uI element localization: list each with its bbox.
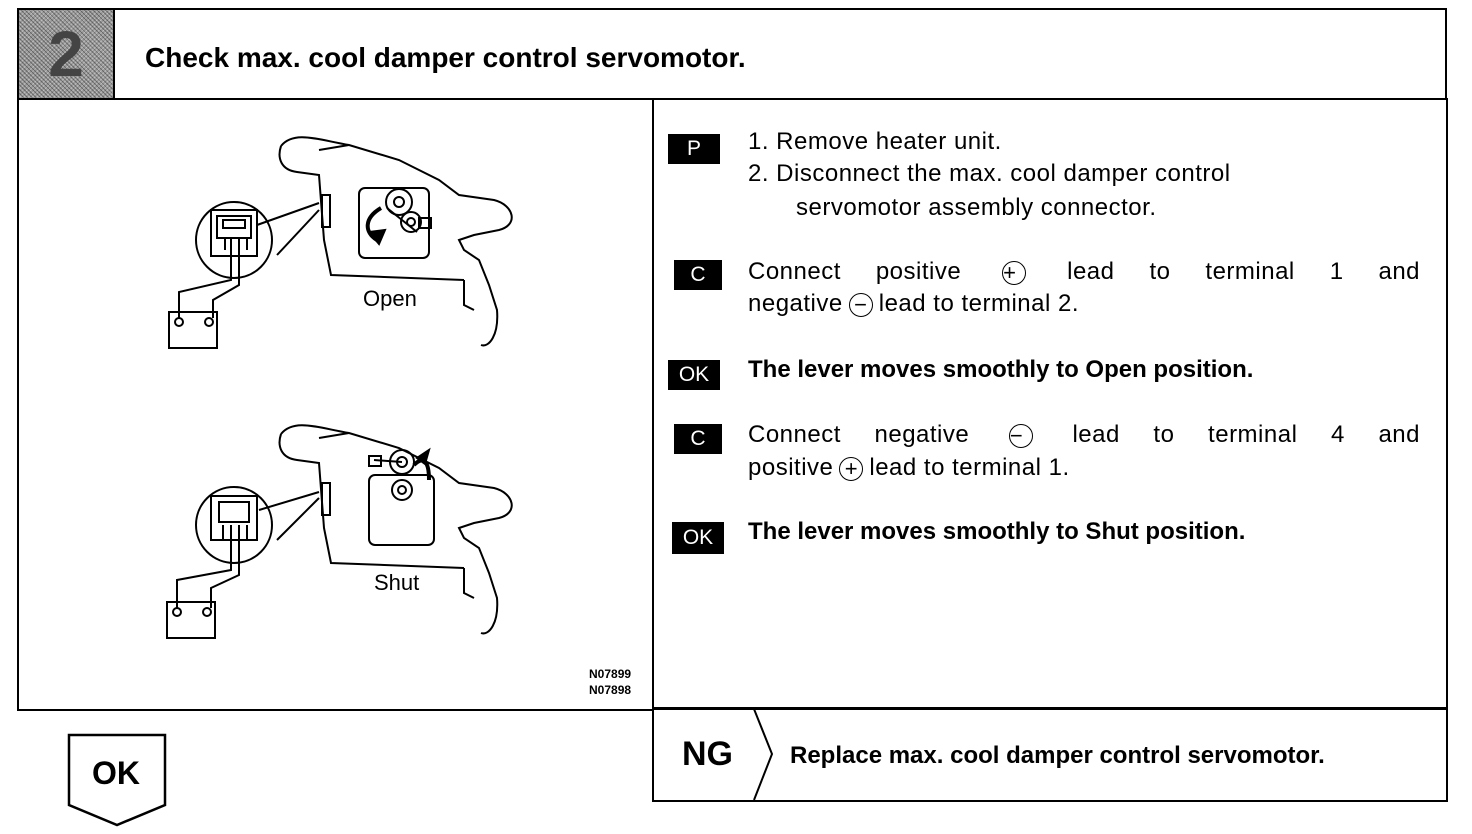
step-number: 2	[48, 18, 84, 90]
check-1-text-d: lead to terminal 2.	[878, 290, 1080, 317]
ok-result-arrow	[67, 733, 167, 834]
badge-preparation: P	[668, 134, 720, 164]
positive-symbol: +	[839, 457, 863, 481]
prep-step-2-cont: servomotor assembly connector.	[796, 194, 1157, 221]
negative-symbol: −	[849, 293, 873, 317]
figure-code: N07899	[589, 667, 632, 681]
check-1-line-2	[748, 290, 1079, 318]
check-1-text-b: lead to terminal 1 and	[1067, 258, 1421, 285]
ng-action-text: Replace max. cool damper control servomotor.	[790, 742, 1325, 769]
ng-result-box	[652, 707, 1448, 802]
check-1-line-1	[748, 258, 1420, 286]
badge-ok: OK	[672, 522, 724, 554]
ok-label: OK	[92, 755, 140, 791]
step-number-box	[19, 10, 115, 98]
negative-symbol: −	[1009, 424, 1033, 448]
badge-check: C	[674, 260, 722, 290]
check-2-line-1	[748, 421, 1420, 449]
step-header	[17, 8, 1447, 100]
badge-ok: OK	[668, 360, 720, 390]
badge-check: C	[674, 424, 722, 454]
ng-label: NG	[682, 735, 733, 773]
page-title: Check max. cool damper control servomotor.	[145, 42, 746, 73]
figure-codes	[589, 666, 631, 698]
result-open: The lever moves smoothly to Open position.	[748, 356, 1254, 383]
result-shut: The lever moves smoothly to Shut position.	[748, 518, 1246, 545]
check-2-text-a: Connect negative	[748, 421, 970, 448]
prep-step-1: 1. Remove heater unit.	[748, 128, 1002, 155]
illustration-panel	[17, 98, 654, 711]
check-2-text-d: lead to terminal 1.	[869, 454, 1070, 481]
check-2-text-b: lead to terminal 4 and	[1072, 421, 1421, 448]
check-1-text-c: negative	[748, 290, 843, 317]
check-2-text-c: positive	[748, 454, 834, 481]
shut-label: Shut	[374, 570, 420, 595]
check-2-line-2	[748, 454, 1070, 482]
servomotor-illustration	[19, 100, 652, 709]
open-label: Open	[363, 286, 417, 311]
check-1-text-a: Connect positive	[748, 258, 962, 285]
ng-chevron	[752, 709, 776, 800]
procedure-panel	[652, 98, 1448, 710]
prep-step-2: 2. Disconnect the max. cool damper control	[748, 160, 1231, 187]
positive-symbol: +	[1002, 261, 1026, 285]
heater-unit-open-drawing	[169, 137, 512, 348]
heater-unit-shut-drawing	[167, 425, 512, 638]
figure-code: N07898	[589, 683, 632, 697]
